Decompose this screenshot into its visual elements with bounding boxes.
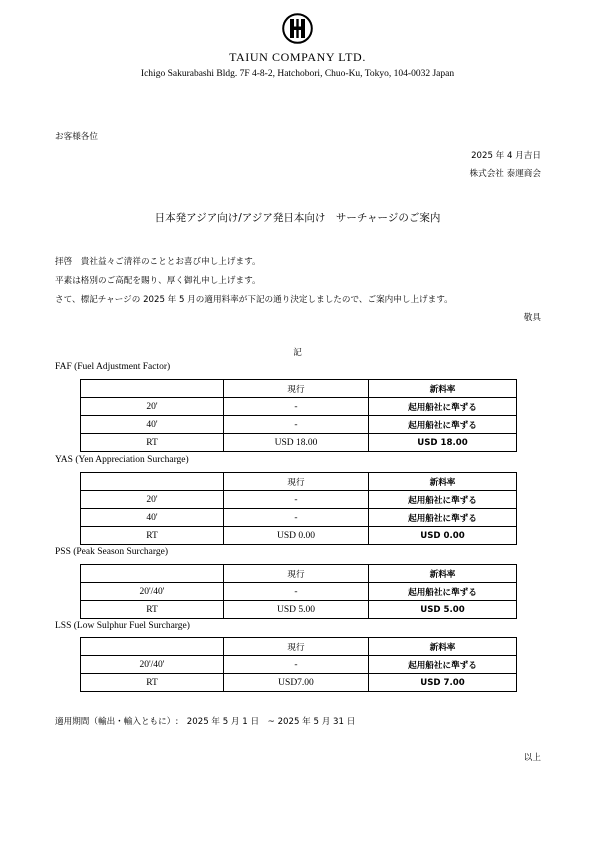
new-rate-value: USD 18.00 bbox=[369, 434, 517, 452]
table-row bbox=[81, 583, 517, 601]
company-name: TAIUN COMPANY LTD. bbox=[229, 50, 366, 64]
rate-table-faf bbox=[80, 379, 517, 452]
table-row bbox=[81, 416, 517, 434]
table-header-row bbox=[81, 473, 517, 491]
table-row bbox=[81, 674, 517, 692]
letter-date: 2025 年 4 月吉日 bbox=[471, 151, 541, 161]
current-value: USD7.00 bbox=[224, 674, 369, 692]
table-header-row bbox=[81, 638, 517, 656]
new-rate-value: 起用船社に準ずる bbox=[369, 583, 517, 601]
header-cell-empty bbox=[81, 565, 224, 583]
current-value: - bbox=[224, 398, 369, 416]
header-current: 現行 bbox=[224, 473, 369, 491]
header-new-rate: 新料率 bbox=[369, 473, 517, 491]
company-address: Ichigo Sakurabashi Bldg. 7F 4-8-2, Hatchobori, Chuo-Ku, Tokyo, 104-0032 Japan bbox=[140, 69, 455, 79]
header-cell-empty bbox=[81, 473, 224, 491]
header-current: 現行 bbox=[224, 565, 369, 583]
current-value: - bbox=[224, 656, 369, 674]
table-row bbox=[81, 656, 517, 674]
rate-table-lss bbox=[80, 637, 517, 692]
header-new-rate: 新料率 bbox=[369, 565, 517, 583]
table-row bbox=[81, 491, 517, 509]
current-value: - bbox=[224, 583, 369, 601]
rate-table-pss bbox=[80, 564, 517, 619]
section-title-pss: PSS (Peak Season Surcharge) bbox=[55, 547, 169, 557]
header-new-rate: 新料率 bbox=[369, 380, 517, 398]
table-row bbox=[81, 398, 517, 416]
table-row bbox=[81, 527, 517, 545]
new-rate-value: 起用船社に準ずる bbox=[369, 509, 517, 527]
current-value: - bbox=[224, 491, 369, 509]
header-cell-empty bbox=[81, 638, 224, 656]
current-value: - bbox=[224, 509, 369, 527]
applicable-period: 適用期間（輸出・輸入ともに）: 2025 年 5 月 1 日 ~ 2025 年 5 月 31 日 bbox=[55, 717, 356, 727]
table-row bbox=[81, 601, 517, 619]
end-marker: 以上 bbox=[523, 753, 541, 763]
section-title-yas: YAS (Yen Appreciation Surcharge) bbox=[55, 455, 189, 465]
new-rate-value: 起用船社に準ずる bbox=[369, 398, 517, 416]
paragraph-announcement: さて、標記チャージの 2025 年 5 月の適用料率が下記の通り決定しましたので、ご案内申し上げます。 bbox=[55, 295, 453, 305]
rate-table-yas bbox=[80, 472, 517, 545]
header-cell-empty bbox=[81, 380, 224, 398]
row-label: RT bbox=[81, 674, 224, 692]
new-rate-value: 起用船社に準ずる bbox=[369, 416, 517, 434]
new-rate-value: USD 5.00 bbox=[369, 601, 517, 619]
new-rate-value: 起用船社に準ずる bbox=[369, 656, 517, 674]
table-header-row bbox=[81, 380, 517, 398]
row-label: 20' bbox=[81, 398, 224, 416]
row-label: 20' bbox=[81, 491, 224, 509]
row-label: RT bbox=[81, 434, 224, 452]
row-label: 20'/40' bbox=[81, 583, 224, 601]
current-value: USD 18.00 bbox=[224, 434, 369, 452]
row-label: 40' bbox=[81, 416, 224, 434]
recipient: お客様各位 bbox=[55, 132, 98, 142]
current-value: - bbox=[224, 416, 369, 434]
ki-marker: 記 bbox=[293, 348, 302, 358]
closing-keigu: 敬具 bbox=[523, 313, 541, 323]
table-row bbox=[81, 509, 517, 527]
paragraph-thanks: 平素は格別のご高配を賜り、厚く御礼申し上げます。 bbox=[55, 276, 261, 286]
current-value: USD 0.00 bbox=[224, 527, 369, 545]
paragraph-greeting: 拝啓 貴社益々ご清祥のこととお喜び申し上げます。 bbox=[55, 257, 261, 267]
table-header-row bbox=[81, 565, 517, 583]
header-new-rate: 新料率 bbox=[369, 638, 517, 656]
new-rate-value: 起用船社に準ずる bbox=[369, 491, 517, 509]
header-current: 現行 bbox=[224, 638, 369, 656]
row-label: RT bbox=[81, 601, 224, 619]
section-title-lss: LSS (Low Sulphur Fuel Surcharge) bbox=[55, 621, 190, 631]
header-current: 現行 bbox=[224, 380, 369, 398]
current-value: USD 5.00 bbox=[224, 601, 369, 619]
row-label: 20'/40' bbox=[81, 656, 224, 674]
new-rate-value: USD 0.00 bbox=[369, 527, 517, 545]
table-row bbox=[81, 434, 517, 452]
new-rate-value: USD 7.00 bbox=[369, 674, 517, 692]
sender-company: 株式会社 泰運商会 bbox=[469, 169, 541, 179]
letter-subject: 日本発アジア向け/アジア発日本向け サーチャージのご案内 bbox=[154, 212, 441, 224]
section-title-faf: FAF (Fuel Adjustment Factor) bbox=[55, 362, 171, 372]
taiun-h-emblem-icon bbox=[282, 13, 313, 44]
row-label: RT bbox=[81, 527, 224, 545]
row-label: 40' bbox=[81, 509, 224, 527]
